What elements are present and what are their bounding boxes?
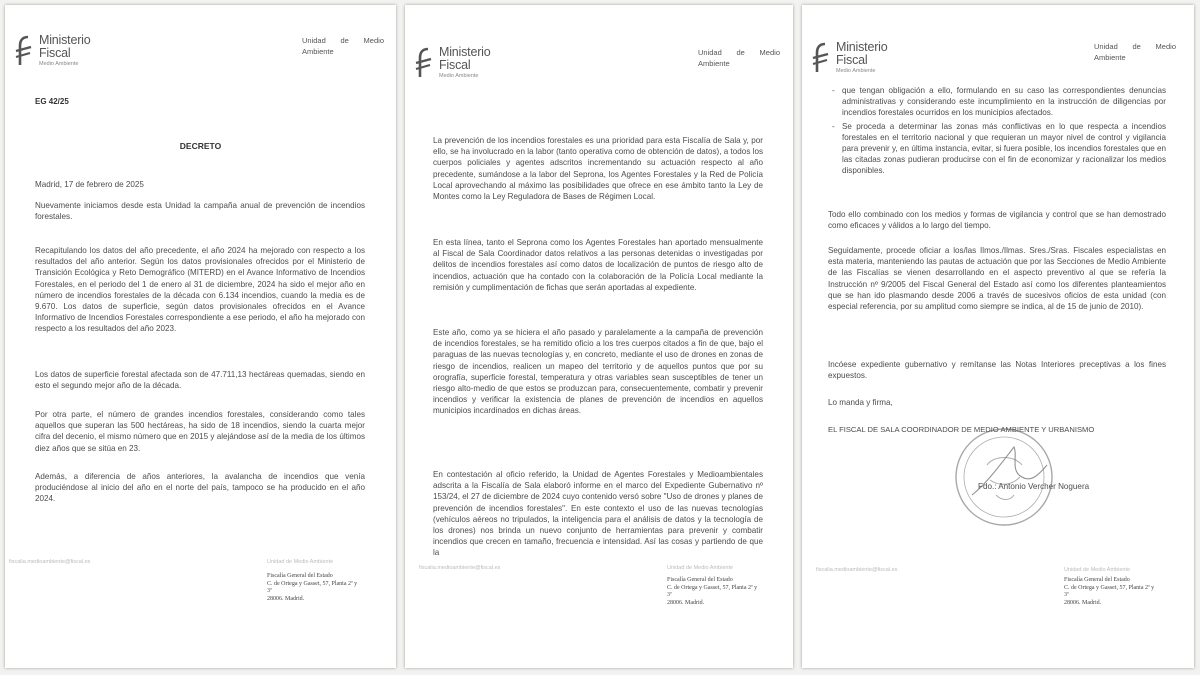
- logo-subtext: Medio Ambiente: [836, 68, 876, 74]
- address-line: 3ª: [267, 588, 272, 594]
- paragraph: Seguidamente, procede oficiar a los/las Ilmos./Ilmas. Sres./Sras. Fiscales especialistas en esta materia, manteniendo las pautas de actuación que por las Secciones de Medio Ambiente de las Fiscalías se vienen desarrollando en el aspecto preventivo al que se refería la Instrucción nº 9/2005 del Fiscal General del Estado así como los diferentes planteamientos que se han ido plasmando desde 2006 a través de sucesivos oficios de esta unidad (con especial referencia, por su amplitud como siempre se indica, al de 15 de junio de 2010).: [828, 246, 1166, 312]
- p2-block: [433, 469, 763, 559]
- ministerio-fiscal-emblem-icon: [415, 47, 435, 79]
- document-date: Madrid, 17 de febrero de 2025: [35, 180, 144, 189]
- paragraph: Recapitulando los datos del año precedente, el año 2024 ha mejorado con respecto a los resultados del año anterior. Según los datos provisionales ofrecidos por el Ministerio de Transición Ecológica y Reto Demográfico (MITERD) en el Avance Informativo de Incendios Forestales, en el periodo del 1 de enero al 31 de diciembre, 2024 ha sido el mejor año en número de incendios forestales de la década con 6.134 incendios, cuando la media es de 9.670. Los datos de superficie, según datos provisionales ofrecidos en el Avance Informativo de Incendios Forestales correspondiente a ese periodo, el año ha mejorado con respecto a los resultados del año 2023.: [35, 246, 365, 334]
- p2-block: [433, 237, 763, 293]
- official-seal-icon: [952, 425, 1057, 530]
- unit-header-line1: Unidad de Medio: [1094, 42, 1176, 51]
- p2-block: [433, 135, 763, 202]
- address-line: 28006. Madrid.: [267, 595, 305, 602]
- footer-address: [1064, 577, 1154, 607]
- signature-block: [978, 481, 1178, 492]
- signatory-title: EL FISCAL DE SALA COORDINADOR DE MEDIO AMBIENTE Y URBANISMO: [828, 425, 1095, 434]
- bullet-item: - Se proceda a determinar las zonas más conflictivas en lo que respecta a incendios forestales en el territorio nacional y que requieran un mayor nivel de control y vigilancia para prevenir y, en última instancia, evitar, si fuera posible, los incendios forestales que en las citadas zonas pudieran producirse con el fin de economizar y racionalizar los medios disponibles.: [842, 121, 1166, 177]
- paragraph: Los datos de superficie forestal afectada son de 47.711,13 hectáreas quemadas, siendo en esto el segundo mejor año de la década.: [35, 370, 365, 391]
- paragraph: Lo manda y firma,: [828, 398, 893, 407]
- footer-unit: Unidad de Medio Ambiente: [667, 565, 734, 571]
- paragraph: La prevención de los incendios forestales es una prioridad para esta Fiscalía de Sala y, por ello, se ha involucrado en la labor (tanto operativa como de obtención de datos), a todos los cuerpos policiales y agentes adscritos incrementando su actuación respecto al año precedente, sumándose a la labor del Seprona, los Agentes Forestales y la Red de Policía Local aprovechando al máximo las posibilidades que ofrece en ese ámbito tanto la Ley de Montes como la Ley Reguladora de Bases de Régimen Local.: [433, 136, 763, 202]
- footer-unit: Unidad de Medio Ambiente: [267, 559, 334, 565]
- address-line: C. de Ortega y Gasset, 57, Planta 2ª y: [667, 584, 758, 591]
- ministerio-fiscal-emblem-icon: [15, 35, 35, 67]
- p1-block: [35, 200, 365, 222]
- paragraph: Además, a diferencia de años anteriores, la avalancha de incendios que venía produciéndose al inicio del año en el norte del país, tampoco se ha producido en el año 2024.: [35, 472, 365, 504]
- document-heading: DECRETO: [179, 141, 222, 151]
- logo-subtext: Medio Ambiente: [39, 61, 79, 67]
- paragraph: Este año, como ya se hiciera el año pasado y paralelamente a la campaña de prevención de incendios forestales, se ha remitido oficio a los tres cuerpos citados a fin de que, bajo el paraguas de las nuevas tecnologías y, en concreto, mediante el uso de drones en zonas de riesgo de incendios, realicen un mapeo del territorio y de aquellos puntos que por su orografía, superficie forestal, temperatura y otras variables sean susceptibles de tener un riesgo alto-medio de que estos se produzcan para, consecuentemente, combatir y prevenir incendios y verificar la existencia de planes de prevención de incendios en aquellos municipios incardinados en dichas áreas.: [433, 328, 763, 416]
- logo-text-ministerio: Ministerio: [39, 33, 91, 47]
- p1-block: [35, 471, 365, 505]
- unit-header: [1094, 41, 1176, 63]
- ministerio-fiscal-logo: [415, 45, 535, 85]
- p3-bullets: [828, 85, 1166, 177]
- unit-header-line1: Unidad de Medio: [698, 48, 780, 57]
- ministerio-fiscal-logo: [812, 40, 932, 80]
- unit-header-line2: Ambiente: [302, 47, 334, 56]
- unit-header: [302, 35, 384, 57]
- footer-email: fiscalia.medioambiente@fiscal.es: [9, 559, 91, 565]
- bullet-list: [828, 85, 1166, 177]
- logo-text-fiscal: Fiscal: [836, 53, 868, 67]
- logo-text-ministerio: Ministerio: [836, 40, 888, 54]
- ministerio-fiscal-emblem-icon: [812, 42, 832, 74]
- paragraph: En contestación al oficio referido, la Unidad de Agentes Forestales y Medioambientales adscrita a la Fiscalía de Sala elaboró informe en el marco del Expediente Gubernativo nº 153/24, el 27 de diciembre de 2024 cuyo contenido versó sobre "Uso de drones y planes de prevención de incendios forestales". En este contexto el uso de las nuevas tecnologías (vehículos aéreos no tripulados, la inteligencia para el análisis de datos y la tecnología de los drones) nos brinda un nuevo conjunto de herramientas para prevenir y combatir incendios que crecen en tamaño, frecuencia e intensidad. Así las cosas y partiendo de que la: [433, 470, 763, 558]
- logo-text-ministerio: Ministerio: [439, 45, 491, 59]
- p1-block: [35, 369, 365, 391]
- address-line: 28006. Madrid.: [667, 599, 705, 606]
- p3-block: [828, 209, 1166, 231]
- date-line: [35, 179, 365, 190]
- address-line: Fiscalía General del Estado: [667, 577, 733, 583]
- address-line: 28006. Madrid.: [1064, 599, 1102, 606]
- paragraph: Nuevamente iniciamos desde esta Unidad la campaña anual de prevención de incendios forestales.: [35, 201, 365, 222]
- document-reference: EG 42/25: [35, 97, 69, 106]
- document-page-2: [405, 5, 793, 668]
- address-line: C. de Ortega y Gasset, 57, Planta 2ª y: [1064, 584, 1155, 591]
- footer-email: fiscalia.medioambiente@fiscal.es: [419, 565, 501, 571]
- address-line: Fiscalía General del Estado: [267, 573, 333, 579]
- signature-name: Fdo.: Antonio Vercher Noguera: [978, 482, 1090, 491]
- p3-block: [828, 359, 1166, 381]
- paragraph: En esta línea, tanto el Seprona como los Agentes Forestales han aportado mensualmente al Fiscal de Sala Coordinador datos relativos a las personas detenidas o investigadas por delitos de incendios forestales así como datos de localización de puntos de riesgo alto de incendios, actuación que ha contado con la colaboración de la Policía Local mediante la remisión y cumplimentación de fichas que serán aportadas al expediente.: [433, 238, 763, 292]
- paragraph: Incóese expediente gubernativo y remítanse las Notas Interiores preceptivas a los fines expuestos.: [828, 360, 1166, 381]
- p2-block: [433, 327, 763, 417]
- footer-address: [267, 573, 357, 603]
- footer-email: fiscalia.medioambiente@fiscal.es: [816, 567, 898, 573]
- paragraph: Todo ello combinado con los medios y formas de vigilancia y control que se han demostrado como eficaces y válidos a lo largo del tiempo.: [828, 210, 1166, 231]
- address-line: 3ª: [667, 592, 672, 598]
- logo-text-fiscal: Fiscal: [39, 46, 71, 60]
- ministerio-fiscal-logo: [15, 33, 135, 73]
- document-page-1: [5, 5, 396, 668]
- paragraph: Por otra parte, el número de grandes incendios forestales, considerando como tales aquellos que superan las 500 hectáreas, ha sido de 18 incendios, siendo la cuarta mejor cifra del decenio, el mismo número que en 2015 y alejándose así de la media de los últimos diez años que se sitúa en 23.: [35, 410, 365, 453]
- document-page-3: [802, 5, 1194, 668]
- signatory-title-block: [828, 424, 1173, 435]
- footer-unit: Unidad de Medio Ambiente: [1064, 567, 1131, 573]
- unit-header-line2: Ambiente: [1094, 53, 1126, 62]
- p1-block: [35, 245, 365, 335]
- p3-block: [828, 245, 1166, 312]
- logo-text-fiscal: Fiscal: [439, 58, 471, 72]
- unit-header-line2: Ambiente: [698, 59, 730, 68]
- p1-block: [35, 409, 365, 454]
- address-line: 3ª: [1064, 592, 1069, 598]
- address-line: Fiscalía General del Estado: [1064, 577, 1130, 583]
- unit-header-line1: Unidad de Medio: [302, 36, 384, 45]
- footer-address: [667, 577, 757, 607]
- address-line: C. de Ortega y Gasset, 57, Planta 2ª y: [267, 580, 358, 587]
- bullet-item: - que tengan obligación a ello, formulando en su caso las correspondientes denuncias administrativas y considerando este incumplimiento en la instrucción de diligencias por incendios forestales ocurridos en los municipios afectados.: [842, 85, 1166, 119]
- logo-subtext: Medio Ambiente: [439, 73, 479, 79]
- unit-header: [698, 47, 780, 69]
- p3-block: [828, 397, 1166, 408]
